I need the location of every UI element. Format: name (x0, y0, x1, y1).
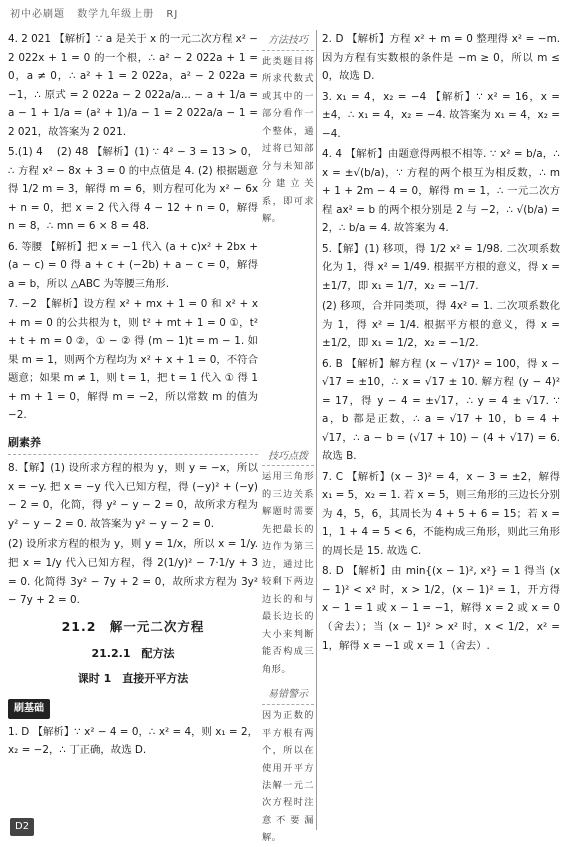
answer-6-right: 6. B 【解析】解方程 (x − √17)² = 100，得 x − √17 = ±10，∴ x = √17 ± 10. 解方程 (y − 4)² = 17，得 y − 4 = ±√17，∴ y = 4 ± √17. ∵ a，b 都是正数，∴ a = √17 + 10，b = 4 + √17，∴ a − b = (√17 + 10) − (4 + √17) = 6. 故选 B. (322, 357, 560, 463)
section-badge: 刷基础 (8, 699, 50, 719)
answer-5-right: 5.【解】(1) 移项，得 1/2 x² = 1/98. 二次项系数化为 1，得 x² = 1/49. 根据平方根的意义，得 x = ±1/7，即 x₁ = 1/7，x₂ = −1/7. (322, 242, 560, 292)
answer-7: 7. −2 【解析】设方程 x² + mx + 1 = 0 和 x² + x + m = 0 的公共根为 t，则 t² + mt + 1 = 0 ①，t² + t + m = 0 ②，① − ② 得 (m − 1)t = m − 1. 如果 m = 1，则两个方程均为 x² + x + 1 = 0，不符合题意；如果 m ≠ 1，则 t = 1，把 t = 1 代入 ① 得 1 + m + 1 = 0，解得 m = −2，所以常数 m 的值为 −2. (8, 298, 258, 422)
page-number: D2 (10, 818, 34, 836)
column-divider (316, 30, 317, 830)
section-heading-brush: 刷素养 (8, 433, 258, 456)
answer-8: 8.【解】(1) 设所求方程的根为 y，则 y = −x，所以 x = −y. 把 x = −y 代入已知方程，得 (−y)² + (−y) − 2 = 0，化简，得 y² − y − 2 = 0，故所求方程为 y² − y − 2 = 0. 故答案为 y² − y − 2 = 0. (8, 462, 258, 530)
header-subject: 数学九年级上册 (77, 9, 155, 20)
answer-3: 3. x₁ = 4，x₂ = −4 【解析】∵ x² = 16，x = ±4，∴ x₁ = 4，x₂ = −4. 故答案为 x₁ = 4，x₂ = −4. (322, 90, 560, 140)
page-header (10, 6, 186, 24)
subchapter-title: 21.2.1 配方法 (91, 646, 175, 660)
side-text-tip: 运用三角形的三边关系解题时需要先把最长的边作为第三边，通过比较剩下两边边长的和与最长边长的大小来判断能否构成三角形。 (262, 471, 314, 675)
header-edition: RJ (166, 9, 179, 20)
spacer (262, 236, 314, 446)
chapter-title: 21.2 解一元二次方程 (61, 618, 205, 634)
side-title-warning: 易错警示 (262, 686, 314, 705)
side-text-method: 此类题目将所求代数式或其中的一部分看作一个整体，通过将已知部分与未知部分建立关系，即可求解。 (262, 55, 314, 225)
lesson-title: 课时 1 直接开平方法 (77, 672, 189, 686)
left-column (8, 30, 258, 830)
answer-8-right: 8. D 【解析】由 min{(x − 1)², x²} = 1 得当 (x − 1)² < x² 时，x > 1/2，(x − 1)² = 1，开方得 x − 1 = 1 或 x − 1 = −1，解得 x = 2 或 x = 0（舍去）；当 (x − 1)² > x² 时，x < 1/2，x² = 1，解得 x = −1 或 x = 1（舍去）. (322, 565, 560, 652)
side-title-method: 方法技巧 (262, 32, 314, 51)
side-title-tip: 技巧点拨 (262, 448, 314, 467)
answer-4-right: 4. 4 【解析】由题意得两根不相等. ∵ x² = b/a，∴ x = ±√(b/a)，∵ 方程的两个根互为相反数，∴ m + 1 + 2m − 4 = 0，解得 m = 1，∴ 一元二次方程 ax² = b 的两个根分别是 2 与 −2，∴ √(b/a) = 2，∴ b/a = 4. 故答案为 4. (322, 148, 560, 235)
answer-4: 4. 2 021 【解析】∵ a 是关于 x 的一元二次方程 x² − 2 022x + 1 = 0 的一个根，∴ a² − 2 022a + 1 = 0，a ≠ 0，∴ a² + 1 = 2 022a，a² − 2 022a = −1，∴ 原式 = 2 022a − 2 022a/a... − a + 1/a = a − 1 + 1/a = (a² + 1)/a − 1 = 2 022a/a − 1 = 2 021，故答案为 2 021. (8, 33, 258, 138)
side-notes-column (262, 30, 314, 844)
header-series: 初中必刷题 (10, 9, 65, 20)
answer-7-right: 7. C 【解析】(x − 3)² = 4，x − 3 = ±2，解得 x₁ = 5，x₂ = 1. 若 x = 5，则三角形的三边长分别为 4，5，6，其周长为 4 + 5 + 6 = 15；若 x = 1，1 + 4 = 5 < 6，不能构成三角形，则此三角形的周长是 15. 故选 C. (322, 470, 560, 557)
answer-5-right-part2: (2) 移项，合并同类项，得 4x² = 1. 二次项系数化为 1，得 x² = 1/4. 根据平方根的意义，得 x = ±1/2，即 x₁ = 1/2，x₂ = −1/2. (322, 300, 560, 350)
answer-8-part2: (2) 设所求方程的根为 y，则 y = 1/x，所以 x = 1/y. 把 x = 1/y 代入已知方程，得 2(1/y)² − 7·1/y + 3 = 0. 化简得 3y² − 7y + 2 = 0，故所求方程为 3y² − 7y + 2 = 0. (8, 538, 258, 607)
answer-5: 5.(1) 4 (2) 48 【解析】(1) ∵ 4² − 3 = 13 > 0，∴ 方程 x² − 8x + 3 = 0 的中点值是 4. (2) 根据题意得 1/2 m = 3，解得 m = 6，则方程可化为 x² − 6x + n = 0，把 x = 2 代入得 4 − 12 + n = 0，解得 n = 8，∴ mn = 6 × 8 = 48. (8, 146, 258, 233)
answer-6: 6. 等腰 【解析】把 x = −1 代入 (a + c)x² + 2bx + (a − c) = 0 得 a + c + (−2b) + a − c = 0，解得 a = b，所以 △ABC 为等腰三角形. (8, 240, 258, 290)
right-column (322, 30, 560, 830)
side-text-warning: 因为正数的平方根有两个，所以在使用开平方法解一元二次方程时注意不要漏解。 (262, 710, 314, 844)
answer-1: 1. D 【解析】∵ x² − 4 = 0，∴ x² = 4，则 x₁ = 2，x₂ = −2，∴ 丁正确，故选 D. (8, 725, 258, 757)
answer-2: 2. D 【解析】方程 x² + m = 0 整理得 x² = −m. 因为方程有实数根的条件是 −m ≥ 0，所以 m ≤ 0，故选 D. (322, 33, 560, 83)
